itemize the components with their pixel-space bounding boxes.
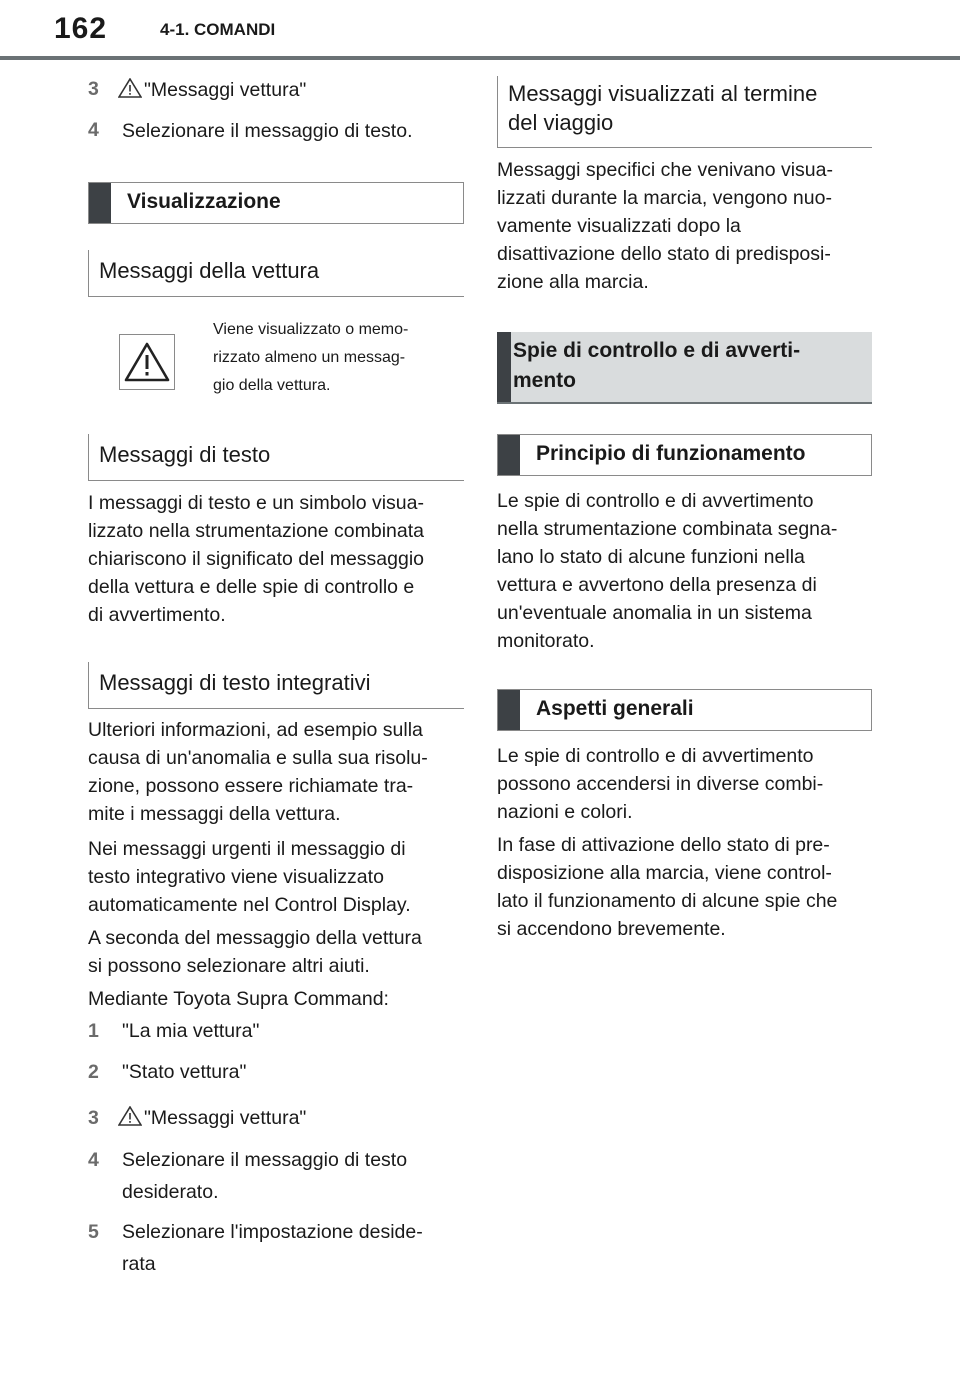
subheading-line: del viaggio: [508, 110, 614, 135]
text-line: lizzati durante la marcia, vengono nuo-: [497, 187, 832, 209]
text-line: Messaggi specifici che venivano visua-: [497, 159, 833, 181]
warning-note: [213, 316, 408, 400]
text-line: Le spie di controllo e di avvertimento: [497, 490, 814, 512]
text-line: gio della vettura.: [213, 377, 331, 394]
text-line: Selezionare l'impostazione deside-: [122, 1221, 423, 1243]
paragraph-principio: [497, 487, 837, 655]
text-line: In fase di attivazione dello stato di pre-: [497, 834, 830, 856]
heading-line: Spie di controllo e di avverti-: [513, 339, 801, 362]
text-line: I messaggi di testo e un simbolo visua-: [88, 492, 424, 514]
subheading-integrativi: [88, 662, 464, 709]
text-line: testo integrativo viene visualizzato: [88, 866, 384, 888]
step-text: [118, 74, 306, 106]
step-text: [122, 1144, 407, 1208]
heading-line: mento: [513, 369, 576, 392]
text-line: chiariscono il significato del messaggio: [88, 548, 425, 570]
text-line: nazioni e colori.: [497, 801, 633, 823]
text-line: lato il funzionamento di alcune spie che: [497, 890, 838, 912]
text-line: Selezionare il messaggio di testo: [122, 1149, 408, 1171]
section-heading-spie: [497, 332, 872, 404]
chapter-title: 4-1. COMANDI: [160, 20, 276, 39]
heading-label: Visualizzazione: [127, 190, 281, 213]
text-line: possono accendersi in diverse combi-: [497, 773, 824, 795]
text-line: rizzato almeno un messag-: [213, 349, 406, 366]
subheading-termine-viaggio: [497, 76, 872, 148]
heading-label: Aspetti generali: [536, 697, 694, 720]
text-line: causa di un'anomalia e sulla sua risolu-: [88, 747, 428, 769]
text-line: nella strumentazione combinata segna-: [497, 518, 838, 540]
paragraph-mediante: Mediante Toyota Supra Command:: [88, 988, 389, 1010]
text-line: della vettura e delle spie di controllo e: [88, 576, 415, 598]
text-line: disattivazione dello stato di predisposi-: [497, 243, 831, 265]
step-number: 3: [88, 78, 99, 100]
text-line: disposizione alla marcia, viene control-: [497, 862, 832, 884]
section-heading-aspetti: [497, 689, 872, 731]
subheading-messaggi-vettura: [88, 250, 464, 297]
text-line: monitorato.: [497, 630, 595, 652]
text-line: vamente visualizzati dopo la: [497, 215, 741, 237]
text-line: A seconda del messaggio della vettura: [88, 927, 422, 949]
text-line: automaticamente nel Control Display.: [88, 894, 411, 916]
text-line: Ulteriori informazioni, ad esempio sulla: [88, 719, 423, 741]
text-line: si possono selezionare altri aiuti.: [88, 955, 370, 977]
subheading-messaggi-testo: [88, 434, 464, 481]
warning-icon: [118, 1106, 142, 1126]
warning-icon: [118, 78, 142, 98]
text-line: mite i messaggi della vettura.: [88, 803, 341, 825]
step-number: 4: [88, 1149, 99, 1171]
step-label: "Messaggi vettura": [144, 79, 307, 101]
step-label: "Messaggi vettura": [144, 1107, 307, 1129]
header-rule: [0, 56, 960, 60]
step-text: "La mia vettura": [122, 1020, 260, 1042]
subheading-line: Messaggi visualizzati al termine: [508, 81, 818, 106]
text-line: zione, possono essere richiamate tra-: [88, 775, 414, 797]
step-number: 4: [88, 119, 99, 141]
paragraph-urgenti: [88, 835, 411, 919]
text-line: Nei messaggi urgenti il messaggio di: [88, 838, 406, 860]
paragraph-messaggi-testo: [88, 489, 424, 629]
text-line: zione alla marcia.: [497, 271, 649, 293]
paragraph-aspetti-1: [497, 742, 823, 826]
page-number: 162: [54, 12, 108, 45]
section-heading-visualizzazione: [88, 182, 464, 224]
step-number: 3: [88, 1107, 99, 1129]
text-line: lano lo stato di alcune funzioni nella: [497, 546, 805, 568]
warning-symbol-box: [119, 334, 175, 390]
text-line: Le spie di controllo e di avvertimento: [497, 745, 814, 767]
text-line: di avvertimento.: [88, 604, 226, 626]
step-text: "Stato vettura": [122, 1061, 247, 1083]
subheading-label: Messaggi di testo integrativi: [99, 670, 371, 695]
paragraph-seconda: [88, 924, 422, 980]
text-line: un'eventuale anomalia in un sistema: [497, 602, 812, 624]
paragraph-ulteriori: [88, 716, 428, 828]
text-line: desiderato.: [122, 1181, 219, 1203]
text-line: lizzato nella strumentazione combinata: [88, 520, 425, 542]
text-line: Viene visualizzato o memo-: [213, 321, 409, 338]
text-line: vettura e avvertono della presenza di: [497, 574, 817, 596]
subheading-label: Messaggi di testo: [99, 442, 271, 467]
section-heading-principio: [497, 434, 872, 476]
paragraph-aspetti-2: [497, 831, 837, 943]
step-text: [118, 1102, 306, 1134]
warning-icon: [124, 342, 170, 382]
text-line: rata: [122, 1253, 156, 1275]
step-number: 1: [88, 1020, 99, 1042]
subheading-label: Messaggi della vettura: [99, 258, 320, 283]
step-text: Selezionare il messaggio di testo.: [122, 120, 413, 142]
paragraph-termine: [497, 156, 833, 296]
page-header: [0, 0, 960, 62]
step-number: 5: [88, 1221, 99, 1243]
text-line: si accendono brevemente.: [497, 918, 726, 940]
heading-label: Principio di funzionamento: [536, 442, 806, 465]
step-text: [122, 1216, 423, 1280]
step-number: 2: [88, 1061, 99, 1083]
